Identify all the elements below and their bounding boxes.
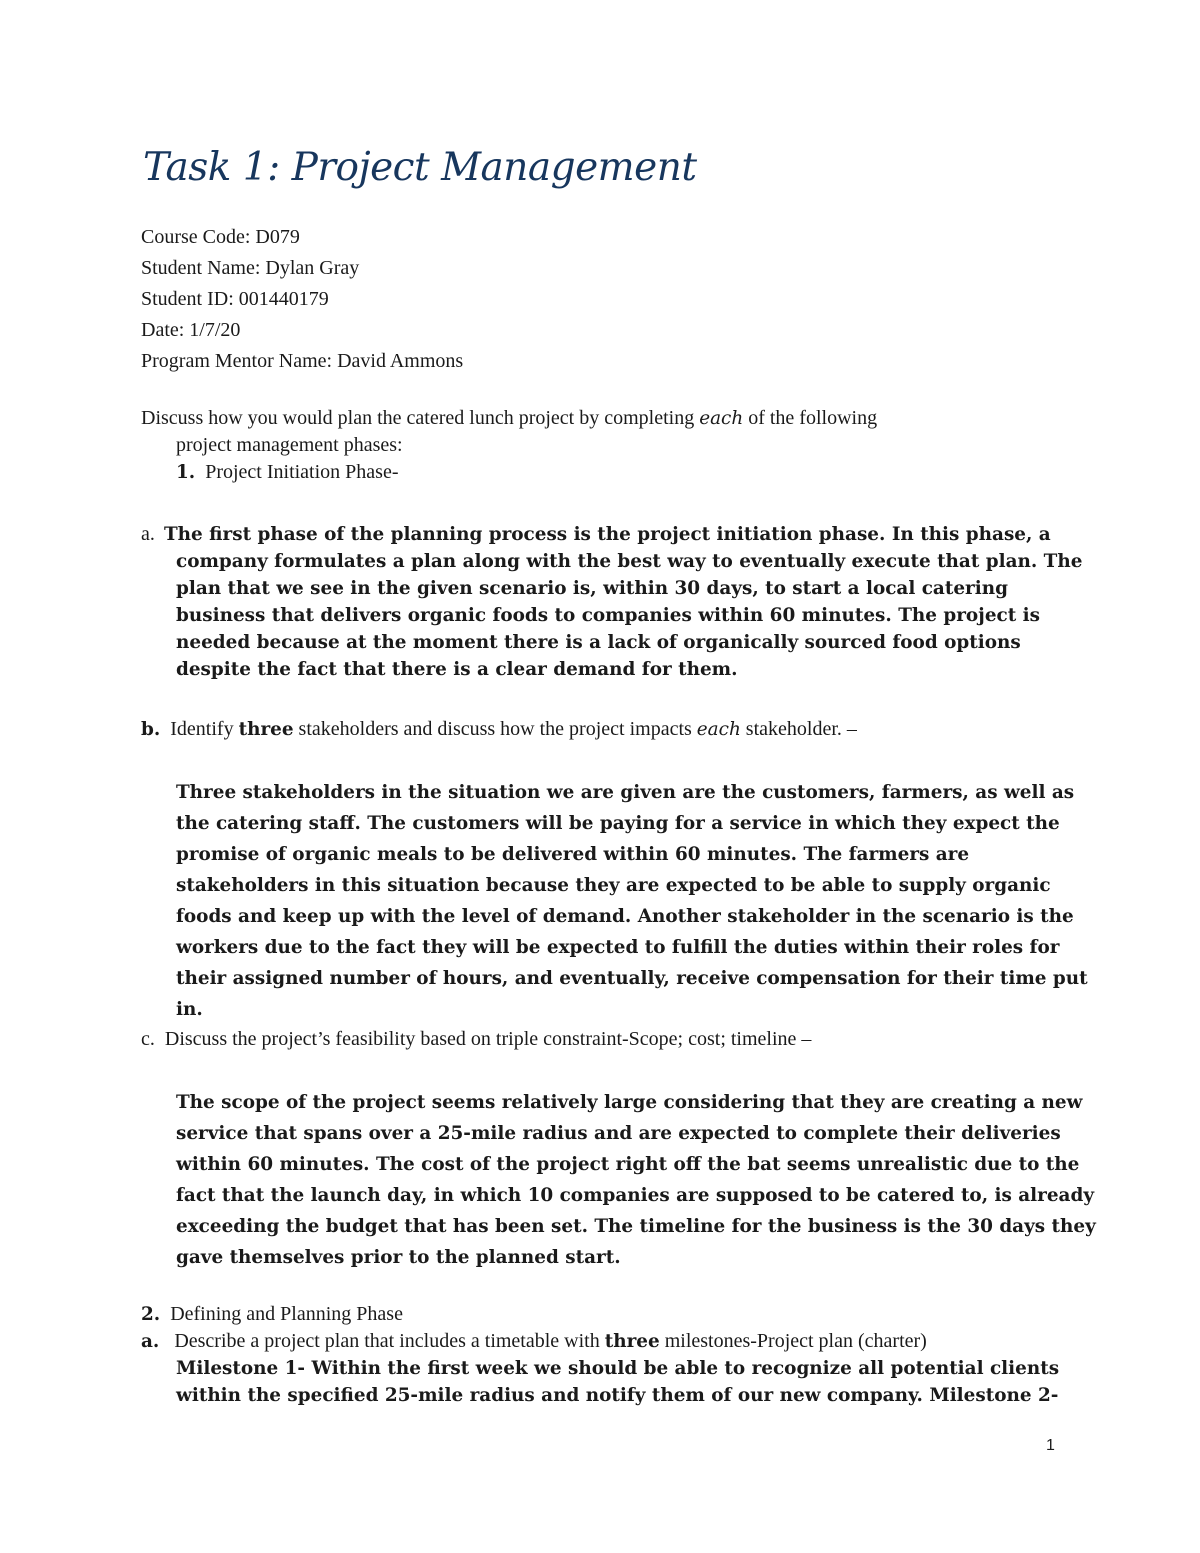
phase-1-heading — [141, 459, 1061, 486]
student-info — [141, 222, 1041, 377]
section-b-line: in. — [176, 999, 203, 1020]
section-c-marker: c. — [141, 1028, 155, 1050]
section-b-prompt — [141, 716, 857, 743]
course-code: Course Code: D079 — [141, 226, 300, 248]
section-b-marker: b. — [141, 719, 161, 740]
section-b-line: stakeholders in this situation because they are expected to be able to supply organic — [176, 875, 1051, 896]
section-2a-prompt — [141, 1328, 1071, 1355]
section-c-line: fact that the launch day, in which 10 companies are supposed to be catered to, is already — [176, 1185, 1095, 1206]
section-c-answer — [176, 1087, 1096, 1273]
section-b-line: their assigned number of hours, and eventually, receive compensation for their time put — [176, 968, 1088, 989]
phase-1-title: Project Initiation Phase- — [205, 461, 399, 483]
section-2a-marker: a. — [141, 1331, 160, 1352]
section-2a-answer — [141, 1355, 1071, 1409]
intro-text-end: of the following — [743, 407, 878, 429]
section-2a-text: Describe a project plan that includes a timetable with — [174, 1330, 605, 1352]
section-c-line: within 60 minutes. The cost of the project right off the bat seems unrealistic due to the — [176, 1154, 1080, 1175]
section-a-line: company formulates a plan along with the best way to eventually execute that plan. The — [176, 551, 1083, 572]
section-a-line: plan that we see in the given scenario is, within 30 days, to start a local catering — [176, 578, 1008, 599]
section-2a-text-end: milestones-Project plan (charter) — [659, 1330, 927, 1352]
section-c-prompt — [141, 1026, 811, 1053]
section-c-line: exceeding the budget that has been set. The timeline for the business is the 30 days they — [176, 1216, 1096, 1237]
mentor-name: Program Mentor Name: David Ammons — [141, 350, 464, 372]
section-c-text: Discuss the project’s feasibility based on triple constraint-Scope; cost; timeline – — [164, 1028, 812, 1050]
section-a-answer — [141, 521, 1083, 683]
phase-1-number: 1. — [176, 462, 196, 483]
section-a-marker: a. — [141, 523, 155, 545]
section-a — [141, 521, 1083, 683]
section-2a-line: within the specified 25-mile radius and notify them of our new company. Milestone 2- — [176, 1385, 1059, 1406]
intro-emphasis: each — [699, 408, 744, 429]
section-a-line: The first phase of the planning process is the project initiation phase. In this phase, a — [164, 524, 1051, 545]
section-2 — [141, 1301, 1071, 1409]
section-b-text-end: stakeholder. – — [740, 718, 857, 740]
student-id: Student ID: 001440179 — [141, 288, 329, 310]
section-c-line: The scope of the project seems relatively large considering that they are creating a new — [176, 1092, 1083, 1113]
section-b-line: promise of organic meals to be delivered within 60 minutes. The farmers are — [176, 844, 970, 865]
section-b-line: Three stakeholders in the situation we are given are the customers, farmers, as well as — [176, 782, 1075, 803]
section-b-emphasis: each — [696, 719, 741, 740]
date: Date: 1/7/20 — [141, 319, 241, 341]
section-a-line: business that delivers organic foods to companies within 60 minutes. The project is — [176, 605, 1040, 626]
phase-2-heading — [141, 1301, 1071, 1328]
phase-2-number: 2. — [141, 1304, 161, 1325]
section-a-line: despite the fact that there is a clear demand for them. — [176, 659, 738, 680]
student-name: Student Name: Dylan Gray — [141, 257, 360, 279]
phase-2-title: Defining and Planning Phase — [170, 1303, 403, 1325]
section-c-line: gave themselves prior to the planned start. — [176, 1247, 621, 1268]
section-2a-bold: three — [604, 1331, 660, 1352]
section-b-line: the catering staff. The customers will be paying for a service in which they expect the — [176, 813, 1060, 834]
document-title: Task 1: Project Management — [143, 145, 697, 190]
section-b-bold: three — [238, 719, 294, 740]
section-2a-line: Milestone 1- Within the first week we should be able to recognize all potential clients — [176, 1358, 1060, 1379]
intro-prompt — [141, 405, 1061, 486]
section-b-line: workers due to the fact they will be expected to fulfill the duties within their roles for — [176, 937, 1060, 958]
section-b-text: stakeholders and discuss how the project impacts — [293, 718, 697, 740]
section-b-line: foods and keep up with the level of demand. Another stakeholder in the scenario is the — [176, 906, 1074, 927]
section-a-line: needed because at the moment there is a lack of organically sourced food options — [176, 632, 1021, 653]
page-number: 1 — [1046, 1437, 1055, 1454]
section-b-text: Identify — [170, 718, 239, 740]
intro-text: Discuss how you would plan the catered lunch project by completing — [141, 407, 700, 429]
section-b-answer — [176, 777, 1088, 1025]
intro-line-2: project management phases: — [176, 434, 403, 456]
section-c-line: service that spans over a 25-mile radius and are expected to complete their deliveries — [176, 1123, 1061, 1144]
